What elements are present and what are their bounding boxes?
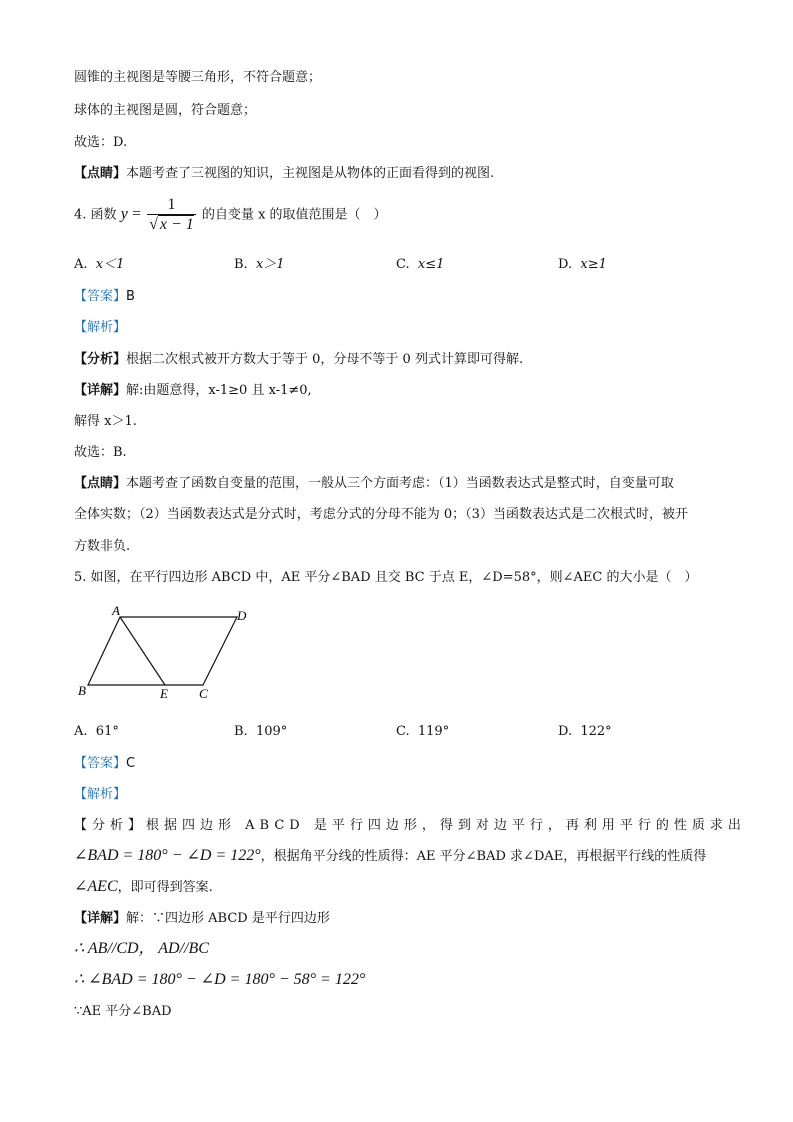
vertex-label-b: B xyxy=(78,683,86,698)
text-line xyxy=(74,165,494,183)
option-c xyxy=(396,256,444,274)
option-b xyxy=(234,723,287,741)
xiangjie-line xyxy=(74,382,312,400)
text-span: 解:由题意得，x-1≥0 且 x-1≠0, xyxy=(126,383,312,398)
option-text: x＜1 xyxy=(95,257,125,272)
text-span: 解：∵四边形 ABCD 是平行四边形 xyxy=(126,911,330,926)
xiangjie-line xyxy=(74,910,330,928)
vertex-label-e: E xyxy=(160,686,168,701)
tag-dianjing: 【点睛】 xyxy=(74,166,127,181)
option-label: A. xyxy=(74,257,88,272)
option-c xyxy=(396,723,449,741)
option-a xyxy=(74,256,124,274)
text-span: ，根据角平分线的性质得：AE 平分∠BAD 求∠DAE，再根据平行线的性质得 xyxy=(260,849,707,864)
vertex-label-c: C xyxy=(199,686,208,701)
option-label: D. xyxy=(558,724,573,739)
answer-value: C xyxy=(126,756,136,771)
answer-value: B xyxy=(126,289,135,304)
sqrt-sign: √ xyxy=(149,216,158,233)
fenxi-line-2 xyxy=(74,847,706,866)
text-line: 故选：B. xyxy=(74,445,127,460)
parallelogram-abcd xyxy=(88,617,237,685)
fenxi-line: 【分析】根据四边形 ABCD 是平行四边形，得到对边平行，再利用平行的性质求出 xyxy=(74,818,746,833)
text-span: 本题考查了三视图的知识，主视图是从物体的正面看得到的视图. xyxy=(126,166,495,181)
text-line: 圆锥的主视图是等腰三角形，不符合题意； xyxy=(74,70,322,85)
answer-tag: 【答案】 xyxy=(74,756,127,771)
text-line: ∵AE 平分∠BAD xyxy=(74,1004,172,1019)
jiexi-tag: 【解析】 xyxy=(74,320,127,335)
math-step-2: ∴ ∠BAD = 180° − ∠D = 180° − 58° = 122° xyxy=(74,971,366,988)
answer-line xyxy=(74,288,135,306)
math-step-1: ∴ AB//CD， AD//BC xyxy=(74,940,209,957)
option-text: 109° xyxy=(255,724,288,739)
text-line: 方数非负. xyxy=(74,539,131,554)
text-span: ，即可得到答案. xyxy=(117,880,213,895)
option-text: x≤1 xyxy=(417,257,445,272)
option-d xyxy=(558,256,607,274)
fraction-denominator xyxy=(147,215,196,234)
tag-xiangjie: 【详解】 xyxy=(74,383,127,398)
fraction-numerator: 1 xyxy=(147,196,196,215)
text-span: 根据二次根式被开方数大于等于 0，分母不等于 0 列式计算即可得解. xyxy=(126,352,524,367)
text-span: 函数 xyxy=(90,207,117,223)
option-text: 119° xyxy=(417,724,450,739)
jiexi-tag: 【解析】 xyxy=(74,787,127,802)
option-label: B. xyxy=(234,257,248,272)
text-line: 全体实数；（2）当函数表达式是分式时，考虑分式的分母不能为 0；（3）当函数表达式是二次根式时，被开 xyxy=(74,507,688,522)
option-label: C. xyxy=(396,724,410,739)
segment-ae xyxy=(120,617,165,685)
option-text: x＞1 xyxy=(255,257,285,272)
option-label: B. xyxy=(234,724,248,739)
option-text: x≥1 xyxy=(580,257,607,272)
parallelogram-figure xyxy=(70,602,270,704)
vertex-label-d: D xyxy=(237,608,247,623)
option-label: C. xyxy=(396,257,410,272)
math-expression: ∠BAD = 180° − ∠D = 122° xyxy=(74,847,261,864)
answer-tag: 【答案】 xyxy=(74,289,127,304)
option-label: A. xyxy=(74,724,88,739)
question-number: 4. xyxy=(74,207,87,223)
fenxi-line xyxy=(74,351,523,369)
question-5-stem: 5. 如图，在平行四边形 ABCD 中，AE 平分∠BAD 且交 BC 于点 E，∠D=58°，则∠AEC 的大小是（ ） xyxy=(74,570,698,585)
option-text: 61° xyxy=(95,724,119,739)
option-a xyxy=(74,723,119,741)
math-y: y xyxy=(120,205,128,223)
option-label: D. xyxy=(558,257,573,272)
vertex-label-a: A xyxy=(112,603,120,618)
fenxi-line-3 xyxy=(74,878,213,897)
tag-fenxi: 【分析】 xyxy=(74,352,127,367)
tag-xiangjie: 【详解】 xyxy=(74,911,127,926)
text-line: 球体的主视图是圆，符合题意； xyxy=(74,103,257,118)
math-eq: = xyxy=(131,205,141,223)
text-span: 本题考查了函数自变量的范围，一般从三个方面考虑：（1）当函数表达式是整式时，自变量可取 xyxy=(126,476,674,491)
answer-line xyxy=(74,755,135,773)
option-d xyxy=(558,723,612,741)
radicand: x − 1 xyxy=(159,216,194,233)
dianjing-line xyxy=(74,475,674,493)
question-4-stem xyxy=(74,196,387,234)
text-line: 故选：D. xyxy=(74,135,128,150)
tag-dianjing: 【点睛】 xyxy=(74,476,127,491)
text-line: 解得 x＞1. xyxy=(74,414,137,429)
option-b xyxy=(234,256,285,274)
math-expression: ∠AEC xyxy=(74,878,118,895)
option-text: 122° xyxy=(580,724,612,739)
fraction xyxy=(147,196,196,234)
text-span: 的自变量 x 的取值范围是（ ） xyxy=(201,207,387,223)
